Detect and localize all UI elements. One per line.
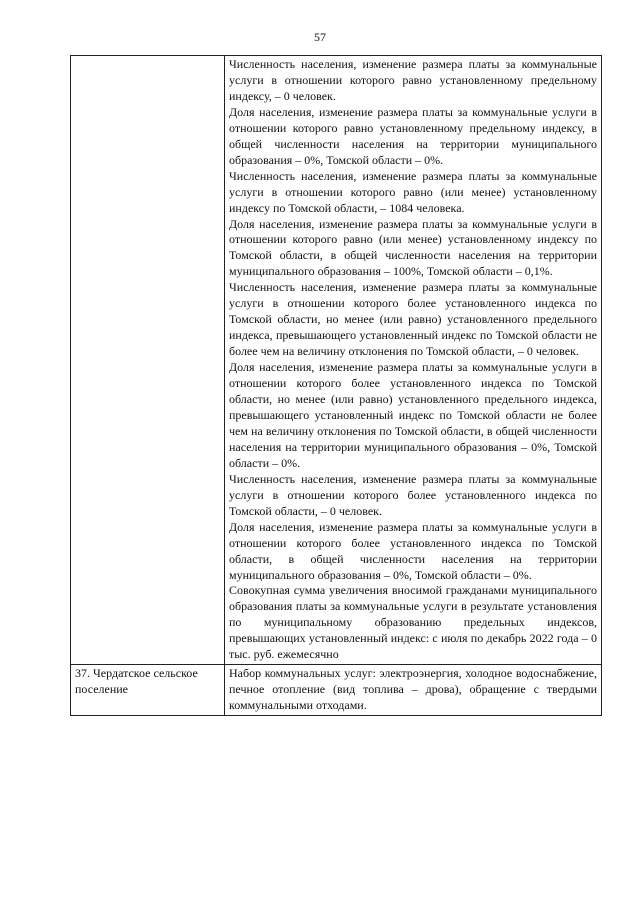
indicators-cell — [225, 665, 602, 716]
indicator-paragraph: Доля населения, изменение размера платы за коммунальные услуги в отношении которого равно (или менее) установленному индексу по Томской области, в общей численности населения на территории муниципального образования – 100%, Томской области – 0,1%. — [229, 216, 597, 279]
indicator-paragraph: Численность населения, изменение размера платы за коммунальные услуги в отношении которого более установленного индекса по Томской области, но менее (или равно) установленного предельного индекса, превышающего установленный индекс по Томской области не более чем на величину отклонения по Томской области, – 0 человек. — [229, 280, 597, 359]
indicator-paragraph: Численность населения, изменение размера платы за коммунальные услуги в отношении которого равно (или менее) установленному индексу по Томской области, – 1084 человека. — [229, 168, 597, 215]
indicator-paragraph: Набор коммунальных услуг: электроэнергия, холодное водоснабжение, печное отопление (вид топлива – дрова), обращение с твердыми коммунальными отходами. — [229, 666, 597, 713]
table-row — [71, 665, 602, 716]
page-number: 57 — [314, 30, 326, 44]
indicator-paragraph: Численность населения, изменение размера платы за коммунальные услуги в отношении которого равно установленному предельному индексу, – 0 человек. — [229, 57, 597, 103]
indicator-paragraph: Совокупная сумма увеличения вносимой гражданами муниципального образования платы за коммунальные услуги в результате установления по муниципальному образованию предельных индексов, превышающих установленный индекс: с июля по декабрь 2022 года – 0 тыс. руб. ежемесячно — [229, 583, 597, 662]
indicator-paragraph: Доля населения, изменение размера платы за коммунальные услуги в отношении которого более установленного индекса по Томской области, но менее (или равно) установленного предельного индекса, превышающего установленный индекс по Томской области не более чем на величину отклонения по Томской области, в общей численности населения на территории муниципального образования – 0%, Томской области – 0%. — [229, 360, 597, 470]
municipality-cell: 37. Чердатское сельское поселение — [71, 665, 225, 716]
indicators-cell — [225, 56, 602, 665]
municipality-indices-table — [70, 55, 602, 716]
municipality-cell — [71, 56, 225, 665]
indicator-paragraph: Доля населения, изменение размера платы за коммунальные услуги в отношении которого равно установленному предельному индексу, в общей численности населения на территории муниципального образования – 0%, Томской области – 0%. — [229, 104, 597, 167]
table-row — [71, 56, 602, 665]
indicator-paragraph: Доля населения, изменение размера платы за коммунальные услуги в отношении которого более установленного индекса по Томской области, в общей численности населения на территории муниципального образования – 0%, Томской области – 0%. — [229, 519, 597, 582]
indicator-paragraph: Численность населения, изменение размера платы за коммунальные услуги в отношении которого более установленного индекса по Томской области, – 0 человек. — [229, 471, 597, 518]
